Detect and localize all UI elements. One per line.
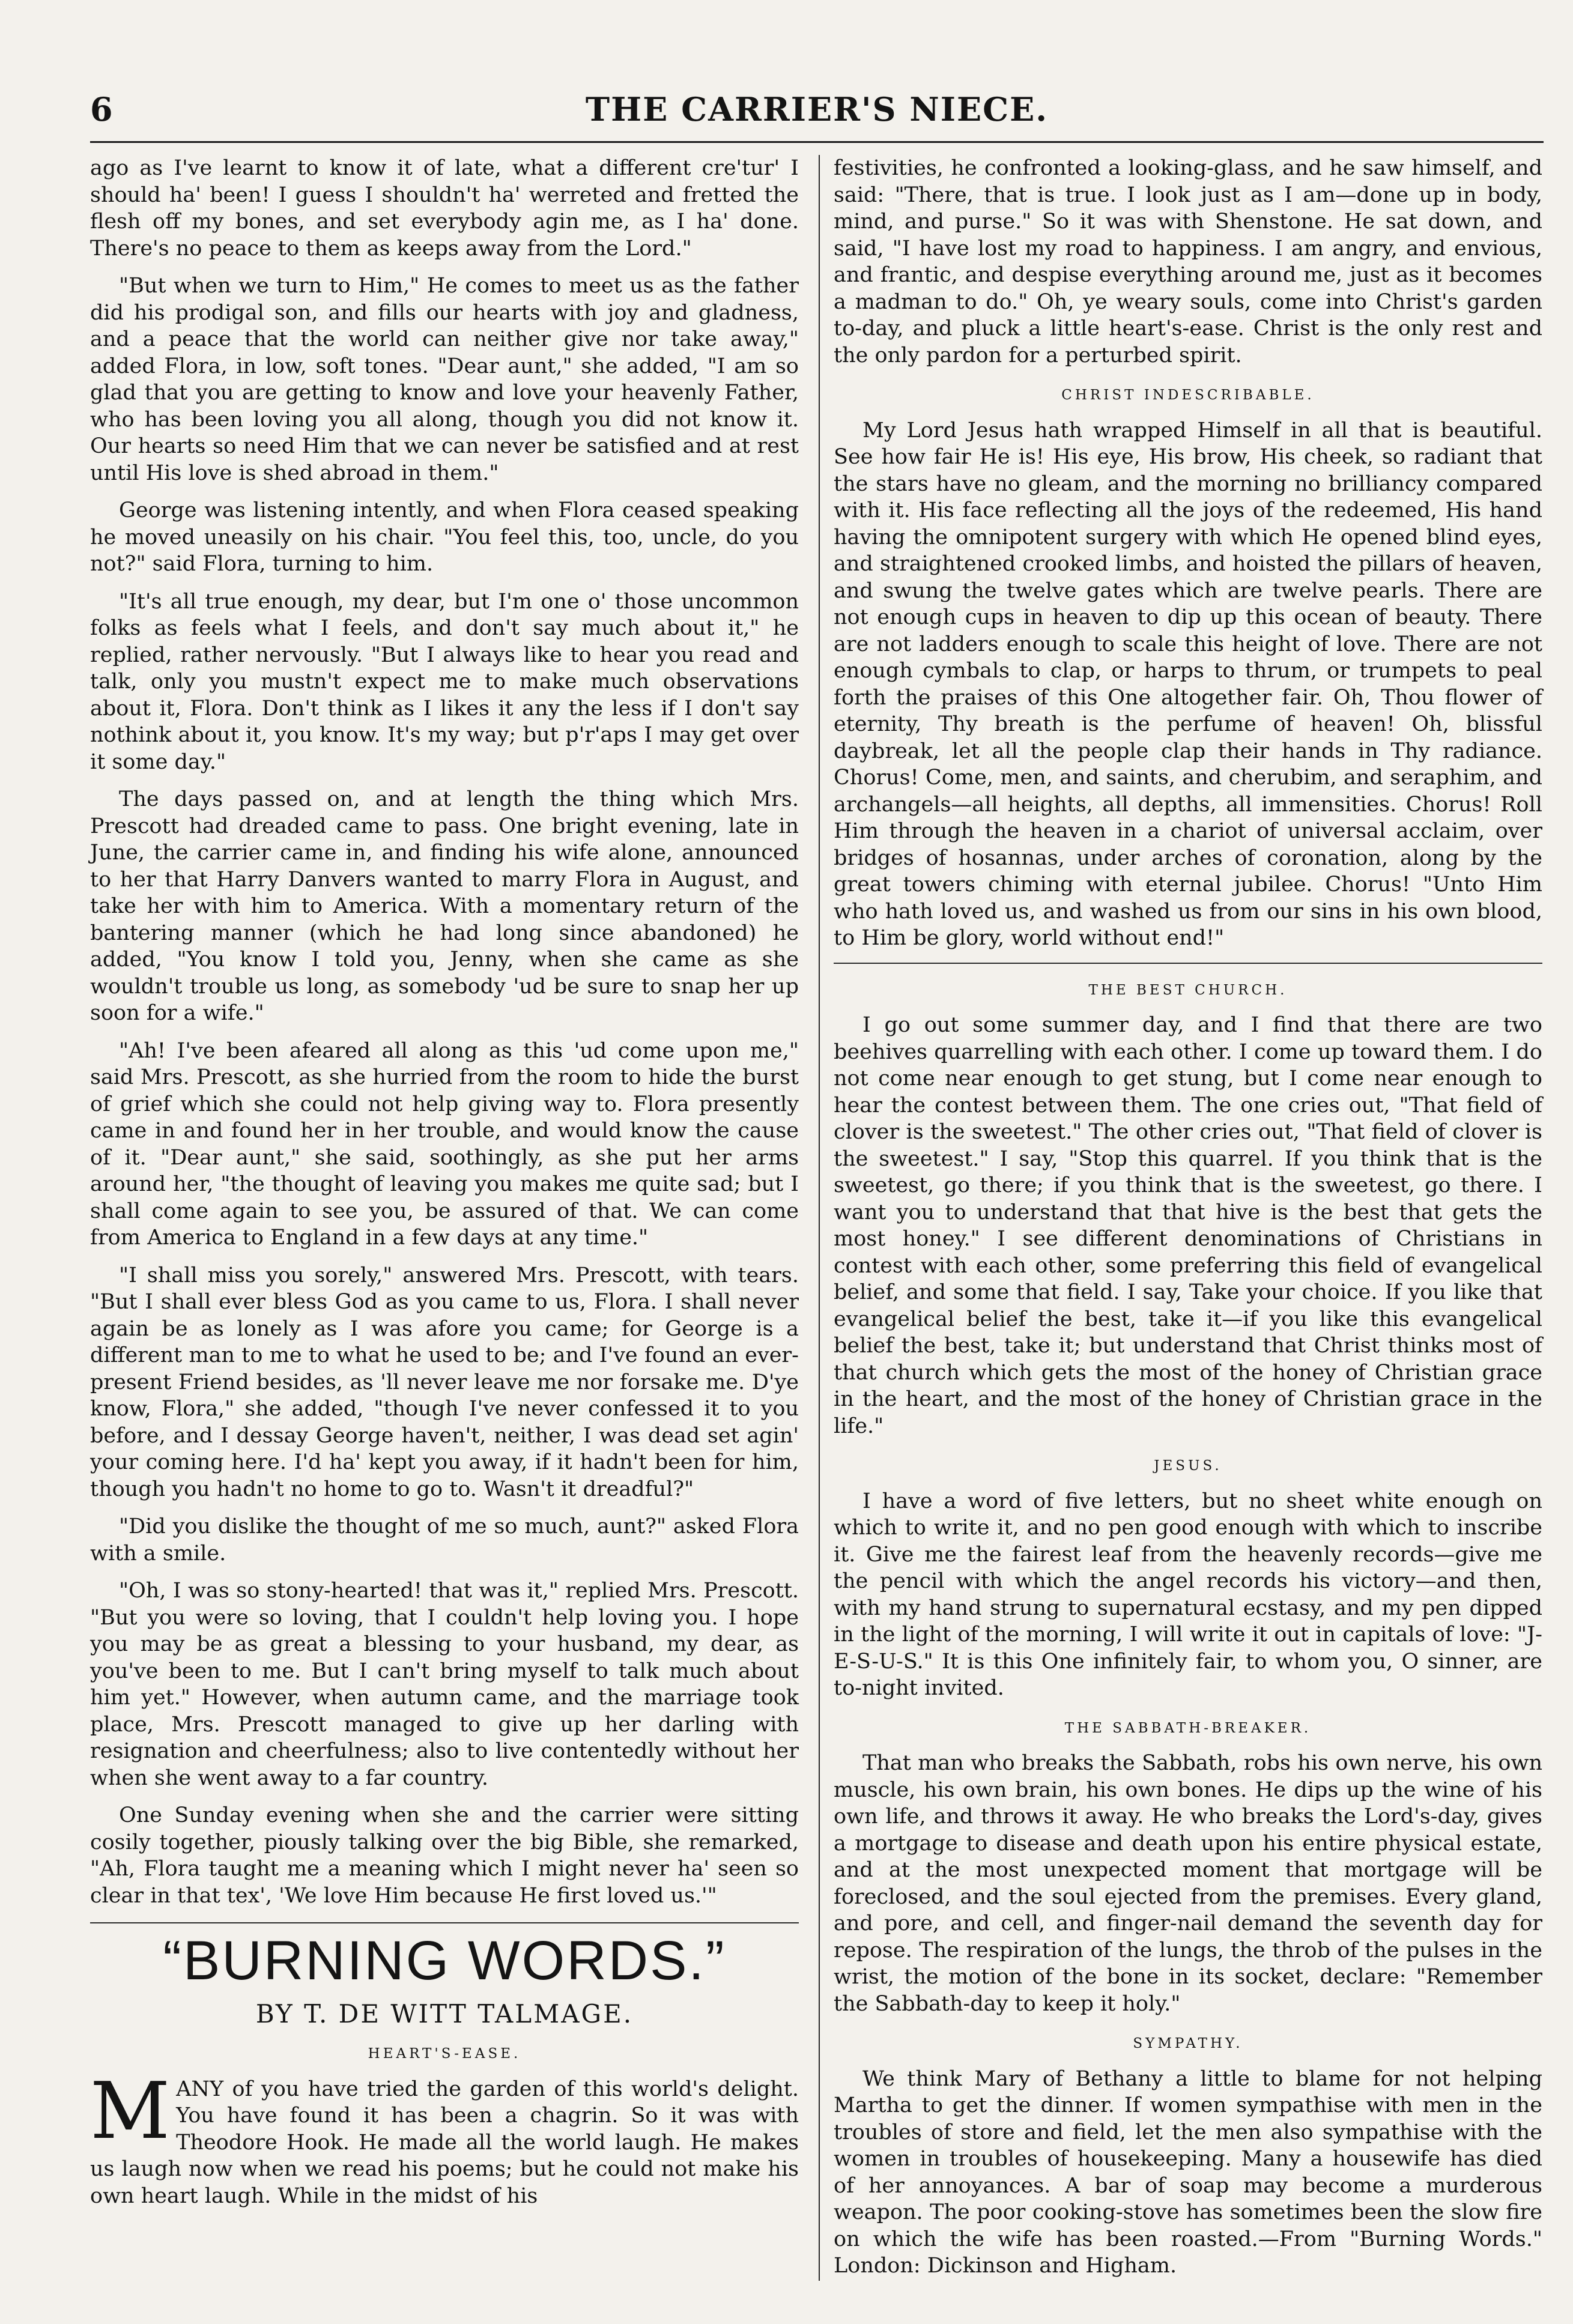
story-paragraph: "Did you dislike the thought of me so much, aunt?" asked Flora with a smile. [90,1515,799,1566]
story-paragraph: George was listening intently, and when Flora ceased speaking he moved uneasily on his chair. "You feel this, too, uncle, do you not?" said Flora, turning to him. [90,498,799,576]
section-title-jesus: JESUS. [1154,1458,1222,1474]
jesus-paragraph: I have a word of five letters, but no sheet white enough on which to write it, and no pen good enough with which to inscribe it. Give me the fairest leaf from the heavenly records—give me the pencil with which the angel records his victory—and then, with my hand strung to supernatural ecstasy, and my pen dipped in the light of the morning, I will write it out in capitals of love: "J-E-S-U-S." It is this One infinitely fair, to whom you, O sinner, are to-night invited. [834,1489,1542,1700]
section-title-heartsease: HEART'S-EASE. [368,2046,521,2062]
story-paragraph: "But when we turn to Him," He comes to meet us as the father did his prodigal son, and fills our hearts with joy and gladness, and a peace that the world can neither give nor take away," added Flora, in low, soft tones. "Dear aunt," she added, "I am so glad that you are getting to know and love your heavenly Father, who has been loving you all along, though you did not know it. Our hearts so need Him that we can never be satisfied and at rest until His love is shed abroad in them." [90,274,799,485]
indescribable-paragraph: My Lord Jesus hath wrapped Himself in all that is beautiful. See how fair He is! His eye, His brow, His cheek, so radiant that the stars have no gleam, and the morning no brilliancy compared with it. His face reflecting all the joys of the redeemed, His hand having the omnipotent surgery with which He opened blind eyes, and straightened crooked limbs, and hoisted the pillars of heaven, and swung the twelve gates which are twelve pearls. There are not enough cups in heaven to dip up this ocean of beauty. There are not ladders enough to scale this height of love. There are not enough cymbals to clap, or harps to thrum, or trumpets to peal forth the praises of this One altogether fair. Oh, Thou flower of eternity, Thy breath is the perfume of heaven! Oh, blissful daybreak, let all the people clap their hands in Thy radiance. Chorus! Come, men, and saints, and cherubim, and seraphim, and archangels—all heights, all depths, all immensities. Chorus! Roll Him through the heaven in a chariot of universal acclaim, over bridges of hosannas, under arches of coronation, along by the great towers chiming with eternal jubilee. Chorus! "Unto Him who hath loved us, and washed us from our sins in his own blood, to Him be glory, world without end!" [834,418,1542,950]
page-header [90,90,1544,144]
running-title: THE CARRIER'S NIECE. [585,90,1049,129]
header-rule [90,141,1544,143]
section-title-best-church: THE BEST CHURCH. [1088,982,1288,998]
heartsease-paragraph [90,2065,799,2210]
story-paragraph: One Sunday evening when she and the carrier were sitting cosily together, piously talking over the big Bible, she remarked, "Ah, Flora taught me a meaning which I might never ha' seen so clear in that tex', 'We love Him because He first loved us.'" [90,1803,799,1908]
story-paragraph: "Ah! I've been afeared all along as this 'ud come upon me," said Mrs. Prescott, as she hurried from the room to hide the burst of grief which she could not help giving way to. Flora presently came in and found her in her trouble, and would know the cause of it. "Dear aunt," she said, soothingly, as she put her arms around her, "the thought of leaving you makes me quite sad; but I shall come again to see you, be assured of that. We can come from America to England in a few days at any time." [90,1038,799,1250]
story-paragraph: The days passed on, and at length the thing which Mrs. Prescott had dreaded came to pass. One bright evening, late in June, the carrier came in, and finding his wife alone, announced to her that Harry Danvers wanted to marry Flora in August, and take her with him to America. With a momentary return of the bantering manner (which he had long since abandoned) he added, "You know I told you, Jenny, when she came as she wouldn't trouble us long, as somebody 'ud be sure to snap her up soon for a wife." [90,787,799,1025]
section-divider [834,963,1542,964]
best-church-paragraph: I go out some summer day, and I find that there are two beehives quarrelling with each other. I come up toward them. I do not come near enough to get stung, but I come near enough to hear the contest between them. The one cries out, "That field of clover is the sweetest." The other cries out, "That field of clover is the sweetest." I say, "Stop this quarrel. If you think that is the sweetest, go there; if you think that is the sweetest, go there. I want you to understand that that hive is the best that gets the most honey." I see different denominations of Christians in contest with each other, some preferring this field of evangelical belief, and some that field. I say, Take your choice. If you like that evangelical belief the best, take it—if you like this evangelical belief the best, take it; but understand that Christ thinks most of that church which gets the most of the honey of Christian grace in the heart, and the most of the honey of Christian grace in the life." [834,1013,1542,1438]
story-paragraph: "I shall miss you sorely," answered Mrs. Prescott, with tears. "But I shall ever bless God as you came to us, Flora. I shall never again be as lonely as I was afore you came; for George is a different man to me to what he used to be; and I've found an ever-present Friend besides, as 'll never leave me nor forsake me. D'ye know, Flora," she added, "though I've never confessed it to you before, and I dessay George haven't, neither, I was dead set agin' your coming here. I'd ha' kept you away, if it hadn't been for him, though you hadn't no home to go to. Wasn't it dreadful?" [90,1263,799,1501]
article-byline: BY T. DE WITT TALMAGE. [255,1999,634,2029]
heartsease-continued: festivities, he confronted a looking-glass, and he saw himself, and said: "There, that is true. I look just as I am—done up in body, mind, and purse." So it was with Shenstone. He sat down, and said, "I have lost my road to happiness. I am angry, and envious, and frantic, and despise everything around me, just as it becomes a madman to do." Oh, ye weary souls, come into Christ's garden to-day, and pluck a little heart's-ease. Christ is the only rest and the only pardon for a perturbed spirit. [834,156,1542,368]
page-number: 6 [90,90,113,129]
story-paragraph: "It's all true enough, my dear, but I'm one o' those uncommon folks as feels what I feels, and don't say much about it," he replied, rather nervously. "But I always like to hear you read and talk, only you mustn't expect me to make much observations about it, Flora. Don't think as I likes it any the less if I don't say nothink about it, you know. It's my way; but p'r'aps I may get over it some day." [90,589,799,774]
left-column [90,155,799,2220]
story-paragraph: ago as I've learnt to know it of late, what a different cre'tur' I should ha' been! I guess I shouldn't ha' werreted and fretted the flesh off my bones, and set everybody agin me, as I ha' done. There's no peace to them as keeps away from the Lord." [90,156,799,261]
section-divider [90,1922,799,1923]
article-banner: “BURNING WORDS.” [163,1930,726,1991]
column-divider [819,155,820,2281]
heartsease-text: ANY of you have tried the garden of this world's delight. You have found it has been a chagrin. So it was with Theodore Hook. He made all the world laugh. He makes us laugh now when we read his poems; but he could not make his own heart laugh. While in the midst of his [90,2077,799,2208]
section-title-sabbath: THE SABBATH-BREAKER. [1064,1720,1312,1736]
sabbath-paragraph: That man who breaks the Sabbath, robs his own nerve, his own muscle, his own brain, his own bones. He dips up the wine of his own life, and throws it away. He who breaks the Lord's-day, gives a mortgage to disease and death upon his entire physical estate, and at the most unexpected moment that mortgage will be foreclosed, and the soul ejected from the premises. Every gland, and pore, and cell, and finger-nail demand the seventh day for repose. The respiration of the lungs, the throb of the pulses in the wrist, the motion of the bone in its socket, declare: "Remember the Sabbath-day to keep it holy." [834,1751,1542,2016]
section-title-sympathy: SYMPATHY. [1133,2036,1243,2051]
story-paragraph: "Oh, I was so stony-hearted! that was it," replied Mrs. Prescott. "But you were so loving, that I couldn't help loving you. I hope you may be as great a blessing to your husband, my dear, as you've been to me. But I can't bring myself to talk much about him yet." However, when autumn came, and the marriage took place, Mrs. Prescott managed to give up her darling with resignation and cheerfulness; also to live contentedly without her when she went away to a far country. [90,1579,799,1790]
section-title-indescribable: CHRIST INDESCRIBABLE. [1061,387,1315,403]
drop-cap: M [90,2065,171,2156]
sympathy-paragraph: We think Mary of Bethany a little to blame for not helping Martha to get the dinner. If women sympathise with men in the troubles of store and field, let the men also sympathise with the women in troubles of housekeeping. Many a housewife has died of her annoyances. A bar of soap may become a murderous weapon. The poor cooking-stove has sometimes been the slow fire on which the wife has been roasted.—From "Burning Words." London: Dickinson and Higham. [834,2066,1542,2278]
right-column [834,155,1542,2290]
